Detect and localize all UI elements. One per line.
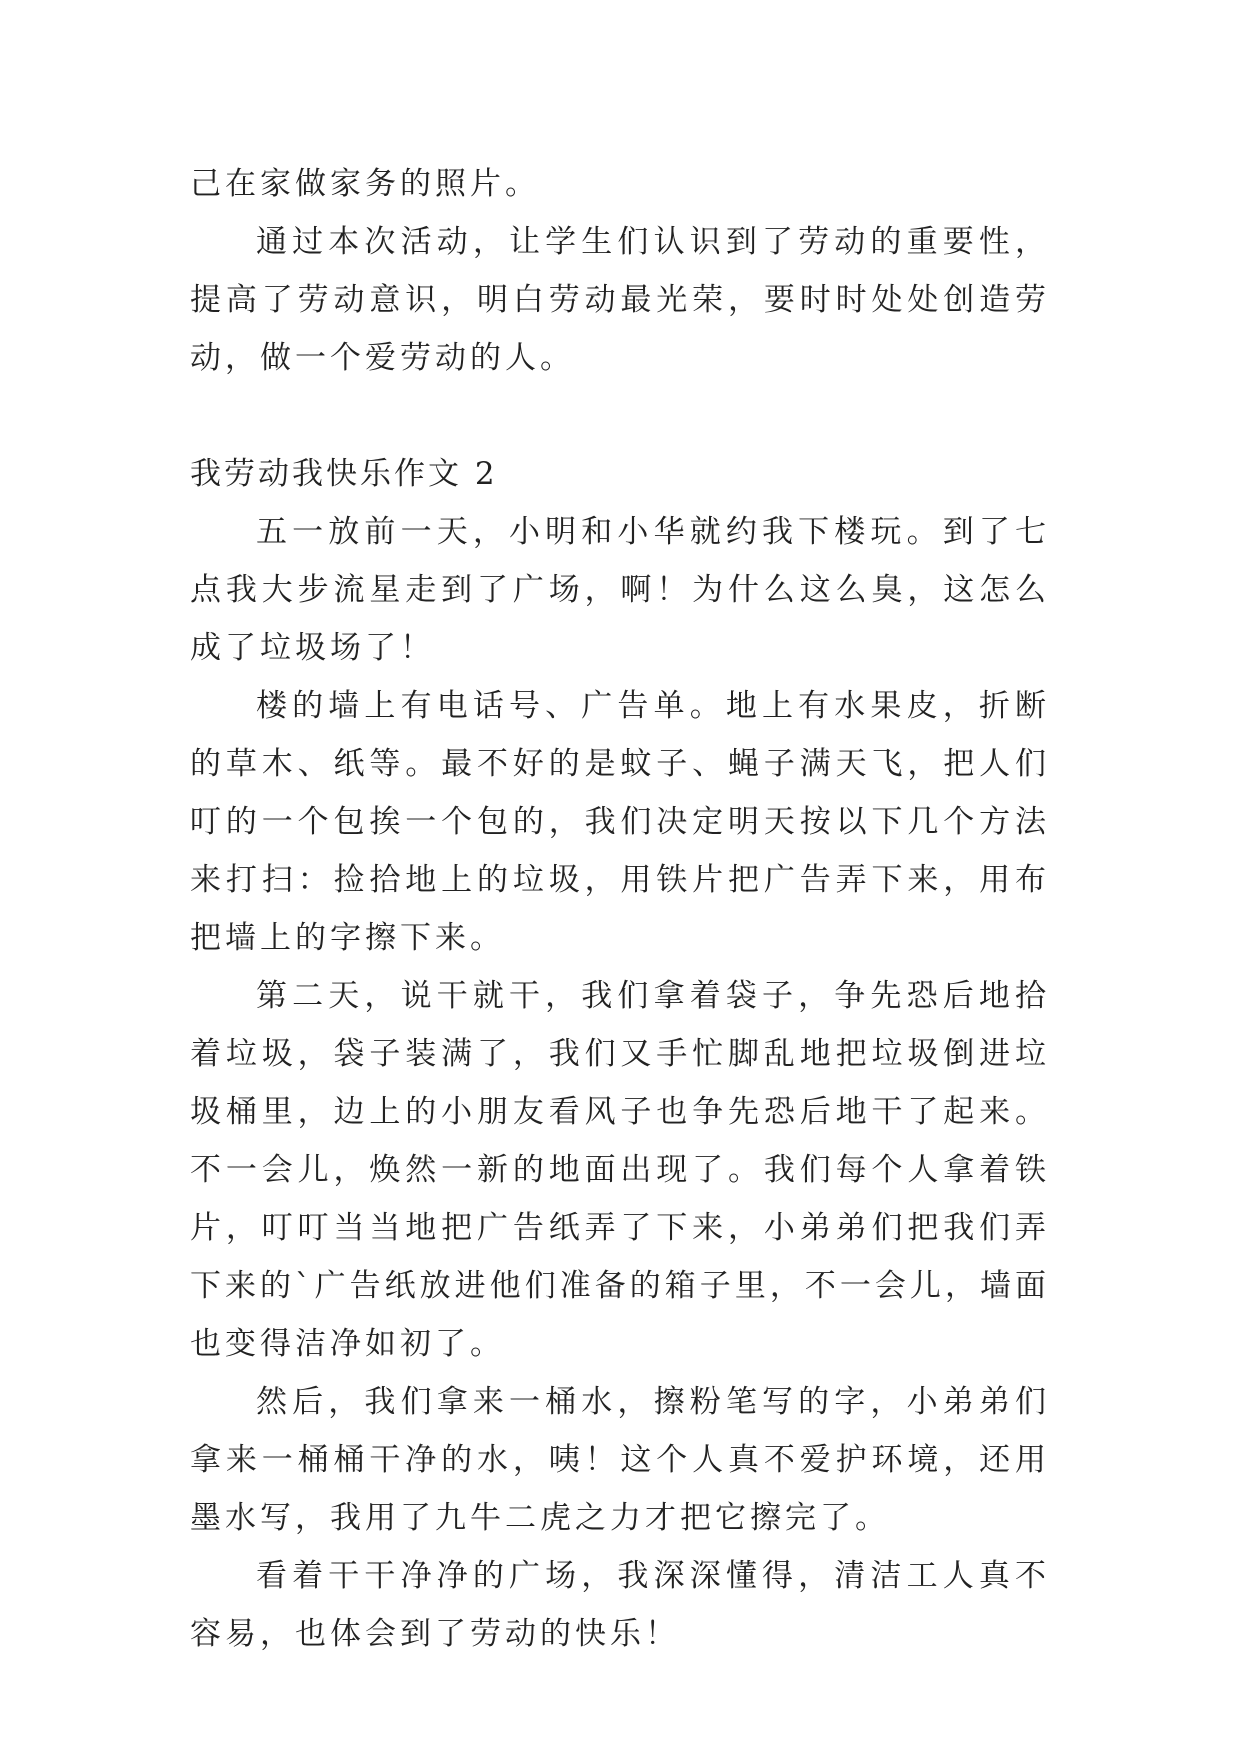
- paragraph: 然后，我们拿来一桶水，擦粉笔写的字，小弟弟们拿来一桶桶干净的水，咦！这个人真不爱护环境，还用墨水写，我用了九牛二虎之力才把它擦完了。: [190, 1384, 1050, 1536]
- paragraph-continued: 己在家做家务的照片。: [190, 166, 540, 202]
- document-body: [190, 155, 1050, 1663]
- paragraph: 五一放前一天，小明和小华就约我下楼玩。到了七点我大步流星走到了广场，啊！为什么这么臭，这怎么成了垃圾场了！: [190, 514, 1050, 666]
- paragraph: 楼的墙上有电话号、广告单。地上有水果皮，折断的草木、纸等。最不好的是蚊子、蝇子满天飞，把人们叮的一个包挨一个包的，我们决定明天按以下几个方法来打扫：捡拾地上的垃圾，用铁片把广告弄下来，用布把墙上的字擦下来。: [190, 688, 1050, 956]
- paragraph: 第二天，说干就干，我们拿着袋子，争先恐后地拾着垃圾，袋子装满了，我们又手忙脚乱地把垃圾倒进垃圾桶里，边上的小朋友看风子也争先恐后地干了起来。不一会儿，焕然一新的地面出现了。我们每个人拿着铁片，叮叮当当地把广告纸弄了下来，小弟弟们把我们弄下来的`广告纸放进他们准备的箱子里，不一会儿，墙面也变得洁净如初了。: [190, 978, 1050, 1362]
- section-title: 我劳动我快乐作文 2: [190, 456, 498, 492]
- paragraph-summary: 通过本次活动，让学生们认识到了劳动的重要性，提高了劳动意识，明白劳动最光荣，要时时处处创造劳动，做一个爱劳动的人。: [190, 224, 1050, 376]
- paragraph: 看着干干净净的广场，我深深懂得，清洁工人真不容易，也体会到了劳动的快乐！: [190, 1558, 1050, 1652]
